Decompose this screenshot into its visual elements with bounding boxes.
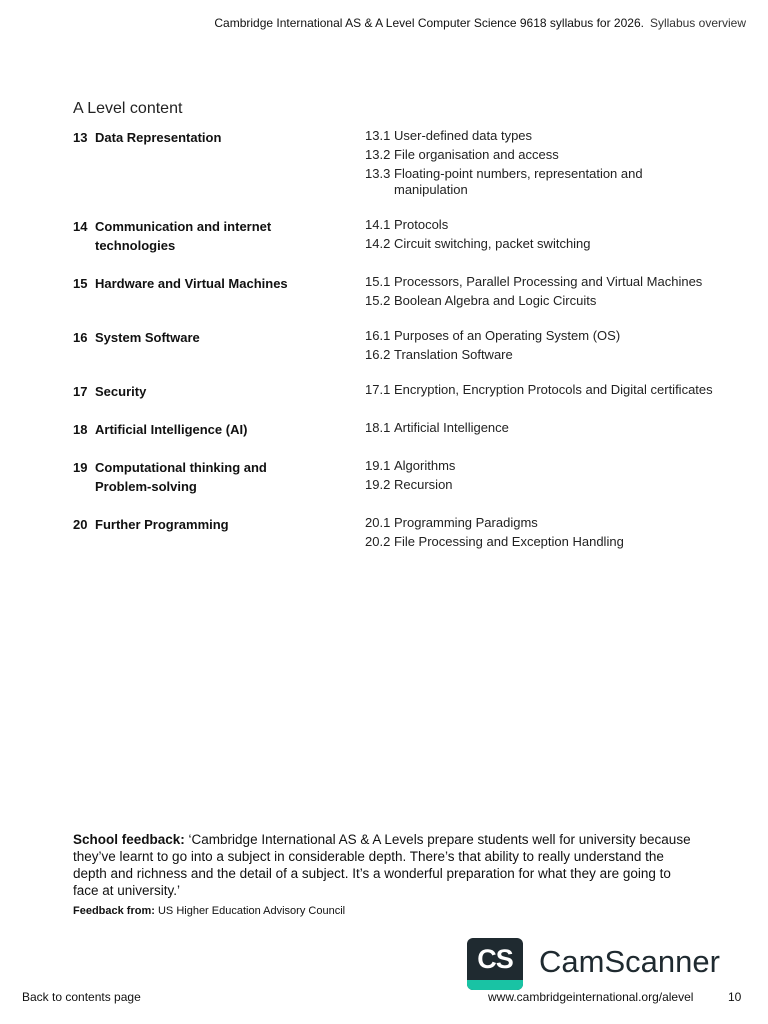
website-link[interactable]: www.cambridgeinternational.org/alevel [488, 990, 694, 1004]
subtopic-item [365, 515, 713, 531]
topic-number: 13 [73, 130, 88, 145]
subtopic-list [365, 217, 713, 255]
topic-title: System Software [95, 330, 200, 345]
page-header [214, 16, 746, 30]
topic-number: 20 [73, 517, 88, 532]
topic-heading [73, 458, 365, 496]
topic-title: Communication and internet technologies [95, 219, 272, 253]
subtopic-number: 16.2 [365, 347, 391, 362]
subtopic-title: Circuit switching, packet switching [394, 236, 591, 251]
topic-number: 15 [73, 276, 88, 291]
topic-number: 17 [73, 384, 88, 399]
topic-heading [73, 274, 365, 309]
subtopic-item [365, 217, 713, 233]
topic-number: 19 [73, 460, 88, 475]
camscanner-logo [467, 938, 735, 990]
topic-heading [73, 515, 365, 550]
subtopic-list [365, 458, 713, 496]
page-number: 10 [728, 990, 742, 1004]
subtopic-item [365, 147, 713, 163]
subtopic-title: User-defined data types [394, 128, 533, 143]
topic-row [73, 420, 713, 439]
topic-heading [73, 382, 365, 401]
subtopic-list [365, 382, 713, 401]
subtopic-title: File Processing and Exception Handling [394, 534, 624, 549]
subtopic-title: Floating-point numbers, representation and manipulation [394, 166, 643, 197]
subtopic-list [365, 128, 713, 198]
subtopic-title: Boolean Algebra and Logic Circuits [394, 293, 597, 308]
feedback-source [73, 905, 345, 917]
topic-number: 18 [73, 422, 88, 437]
topic-title: Artificial Intelligence (AI) [95, 422, 248, 437]
subtopic-title: Translation Software [394, 347, 513, 362]
topic-title: Data Representation [95, 130, 222, 145]
section-title: A Level content [73, 100, 183, 117]
topic-heading [73, 420, 365, 439]
logo-mark-letters: CS [477, 944, 513, 974]
subtopic-number: 18.1 [365, 420, 391, 435]
topic-number: 14 [73, 219, 88, 234]
subtopic-title: Algorithms [394, 458, 456, 473]
feedback-source-label: Feedback from: [73, 905, 155, 917]
subtopic-number: 20.1 [365, 515, 391, 530]
subtopic-title: File organisation and access [394, 147, 559, 162]
subtopic-item [365, 382, 713, 398]
topic-row [73, 328, 713, 363]
subtopic-list [365, 328, 713, 363]
feedback-quote: ‘Cambridge International AS & A Levels prepare students well for university because they’ve learnt to go into a subject in considerable depth. There’s that ability to really understand the depth and richness and the detail of a subject. It’s a wonderful preparation for what they are going to face at university.’ [73, 832, 691, 898]
subtopic-list [365, 515, 713, 550]
topic-title: Computational thinking and Problem-solving [95, 460, 267, 494]
topic-heading [73, 128, 365, 198]
topic-row [73, 274, 713, 309]
subtopic-number: 13.1 [365, 128, 391, 143]
subtopic-number: 13.2 [365, 147, 391, 162]
subtopic-list [365, 274, 713, 309]
subtopic-title: Purposes of an Operating System (OS) [394, 328, 621, 343]
subtopic-title: Programming Paradigms [394, 515, 538, 530]
subtopic-item [365, 128, 713, 144]
subtopic-number: 15.2 [365, 293, 391, 308]
logo-wordmark: CamScanner [539, 944, 720, 979]
subtopic-item [365, 347, 713, 363]
topic-row [73, 128, 713, 198]
subtopic-list [365, 420, 713, 439]
subtopic-number: 20.2 [365, 534, 391, 549]
subtopic-item [365, 236, 713, 252]
subtopic-number: 14.1 [365, 217, 391, 232]
subtopic-item [365, 274, 713, 290]
topic-row [73, 382, 713, 401]
topic-row [73, 217, 713, 255]
subtopic-title: Processors, Parallel Processing and Virtual Machines [394, 274, 703, 289]
back-to-contents-link[interactable]: Back to contents page [22, 990, 141, 1004]
subtopic-item [365, 534, 713, 550]
subtopic-number: 19.2 [365, 477, 391, 492]
topic-row [73, 458, 713, 496]
logo-stripe [467, 980, 523, 990]
topic-heading [73, 328, 365, 363]
topic-row [73, 515, 713, 550]
school-feedback [73, 831, 698, 899]
topic-heading [73, 217, 365, 255]
document-title: Cambridge International AS & A Level Computer Science 9618 syllabus for 2026. [214, 16, 644, 30]
topic-title: Further Programming [95, 517, 229, 532]
subtopic-number: 16.1 [365, 328, 391, 343]
feedback-source-name: US Higher Education Advisory Council [157, 905, 346, 917]
topic-number: 16 [73, 330, 88, 345]
subtopic-title: Encryption, Encryption Protocols and Digital certificates [394, 382, 713, 397]
subtopic-item [365, 458, 713, 474]
topic-list [73, 128, 713, 569]
topic-title: Hardware and Virtual Machines [95, 276, 288, 291]
subtopic-number: 17.1 [365, 382, 391, 397]
subtopic-item [365, 293, 713, 309]
subtopic-number: 15.1 [365, 274, 391, 289]
subtopic-number: 14.2 [365, 236, 391, 251]
camscanner-icon [467, 938, 523, 990]
subtopic-item [365, 166, 713, 198]
subtopic-number: 13.3 [365, 166, 391, 181]
subtopic-item [365, 420, 713, 436]
subtopic-title: Artificial Intelligence [394, 420, 509, 435]
section-name: Syllabus overview [649, 16, 746, 30]
subtopic-item [365, 477, 713, 493]
subtopic-title: Recursion [394, 477, 453, 492]
subtopic-number: 19.1 [365, 458, 391, 473]
subtopic-item [365, 328, 713, 344]
subtopic-title: Protocols [394, 217, 449, 232]
topic-title: Security [95, 384, 147, 399]
feedback-label: School feedback: [73, 832, 185, 847]
